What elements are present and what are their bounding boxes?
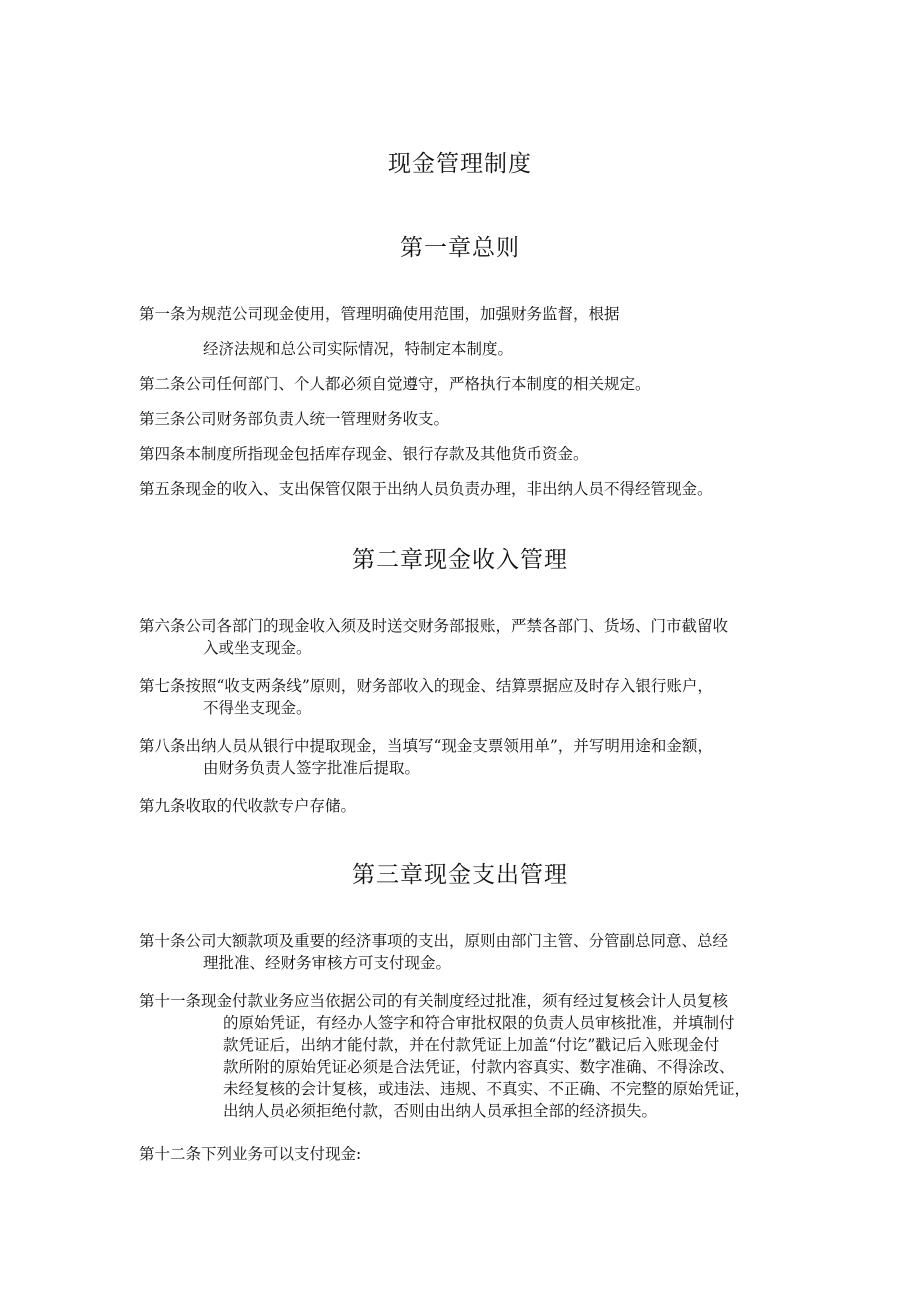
article-7-line-2: 不得坐支现金。 — [203, 699, 312, 717]
article-11-line-5: 未经复核的会计复核，或违法、违规、不真实、不正确、不完整的原始凭证， — [223, 1080, 751, 1098]
chapter-2-heading: 第二章现金收入管理 — [352, 547, 568, 573]
article-8-line-2: 由财务负责人签字批准后提取。 — [203, 759, 421, 777]
article-7-line-1: 第七条按照“收支两条线”原则，财务部收入的现金、结算票据应及时存入银行账户， — [139, 677, 713, 695]
article-6 — [139, 615, 728, 659]
article-9: 第九条收取的代收款专户存储。 — [139, 797, 357, 815]
article-11-line-2: 的原始凭证，有经办人签字和符合审批权限的负责人员审核批准，并填制付 — [223, 1014, 735, 1032]
article-6-line-1: 第六条公司各部门的现金收入须及时送交财务部报账，严禁各部门、货场、门市截留收 — [139, 617, 729, 635]
article-7 — [139, 675, 713, 719]
article-11-line-1: 第十一条现金付款业务应当依据公司的有关制度经过批准，须有经过复核会计人员复核 — [139, 992, 729, 1010]
article-1-line-2: 经济法规和总公司实际情况，特制定本制度。 — [203, 340, 514, 358]
article-11 — [139, 990, 750, 1122]
article-10-line-1: 第十条公司大额款项及重要的经济事项的支出，原则由部门主管、分管副总同意、总经 — [139, 932, 729, 950]
chapter-3-heading: 第三章现金支出管理 — [352, 862, 568, 888]
chapter-1-heading: 第一章总则 — [400, 235, 520, 261]
article-3: 第三条公司财务部负责人统一管理财务收支。 — [139, 410, 450, 428]
article-5: 第五条现金的收入、支出保管仅限于出纳人员负责办理，非出纳人员不得经管现金。 — [139, 480, 713, 498]
article-2: 第二条公司任何部门、个人都必须自觉遵守，严格执行本制度的相关规定。 — [139, 375, 651, 393]
article-10 — [139, 930, 728, 974]
article-6-line-2: 入或坐支现金。 — [203, 639, 312, 657]
article-11-line-4: 款所附的原始凭证必须是合法凭证，付款内容真实、数字准确、不得涂改、 — [223, 1058, 735, 1076]
article-4: 第四条本制度所指现金包括库存现金、银行存款及其他货币资金。 — [139, 445, 589, 463]
article-11-line-6: 出纳人员必须拒绝付款，否则由出纳人员承担全部的经济损失。 — [223, 1102, 658, 1120]
article-10-line-2: 理批准、经财务审核方可支付现金。 — [203, 954, 452, 972]
article-11-line-3: 款凭证后，出纳才能付款，并在付款凭证上加盖“付讫”戳记后入账现金付 — [223, 1036, 720, 1054]
article-1-line-1: 第一条为规范公司现金使用，管理明确使用范围，加强财务监督，根据 — [139, 305, 620, 323]
document-title: 现金管理制度 — [388, 151, 532, 177]
article-8-line-1: 第八条出纳人员从银行中提取现金，当填写“现金支票领用单”，并写明用途和金额， — [139, 737, 713, 755]
article-12: 第十二条下列业务可以支付现金: — [139, 1145, 362, 1163]
article-8 — [139, 735, 713, 779]
